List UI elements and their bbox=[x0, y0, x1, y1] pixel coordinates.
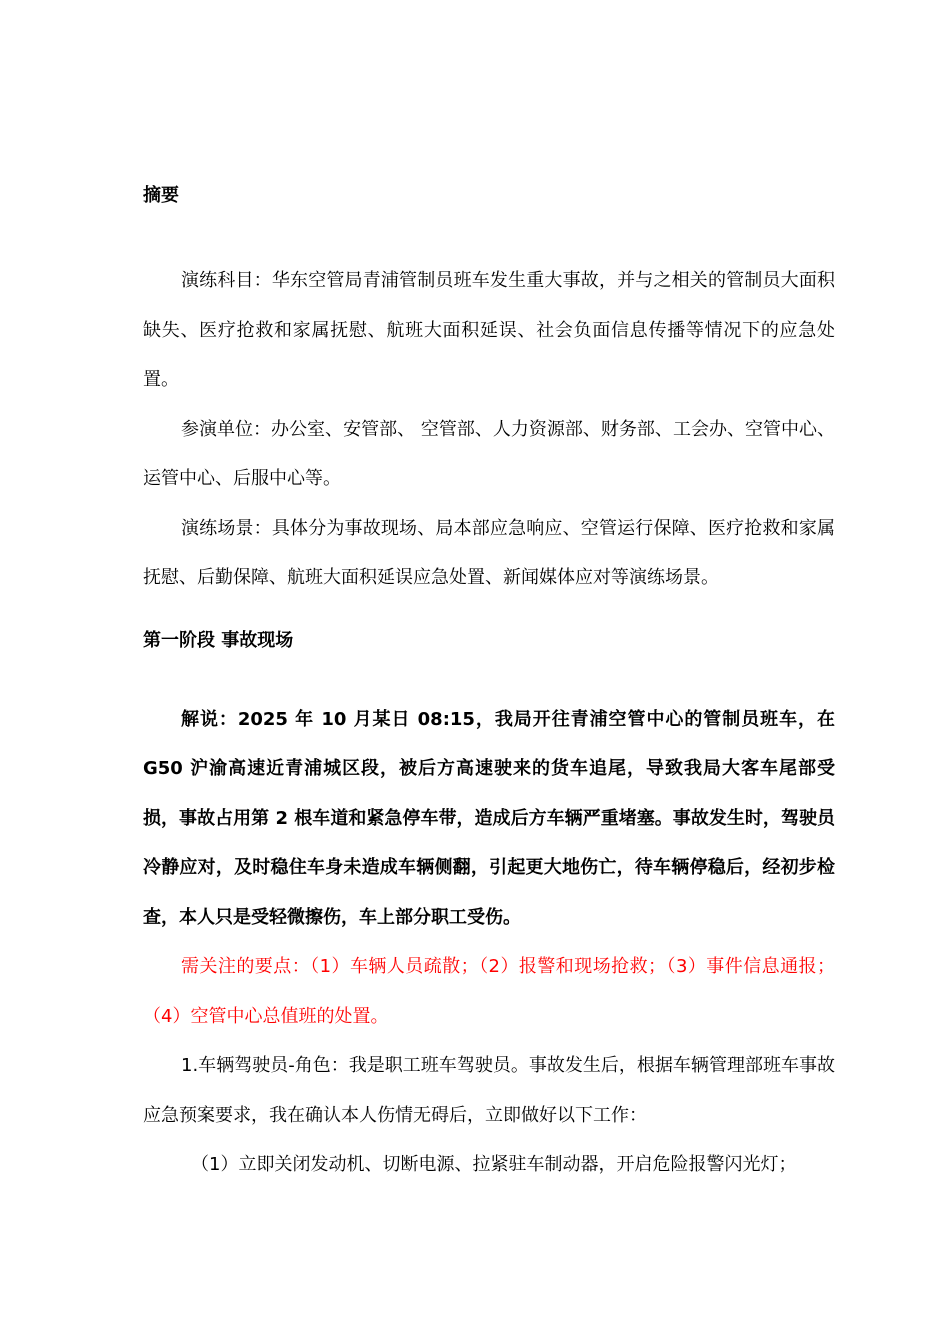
abstract-units: 参演单位：办公室、安管部、 空管部、人力资源部、财务部、工会办、空管中心、运管中心、后服中心等。 bbox=[143, 418, 835, 489]
spacer bbox=[143, 603, 835, 625]
spacer bbox=[143, 657, 835, 695]
abstract-subject: 演练科目：华东空管局青浦管制员班车发生重大事故，并与之相关的管制员大面积缺失、医疗抢救和家属抚慰、航班大面积延误、社会负面信息传播等情况下的应急处置。 bbox=[143, 270, 835, 390]
driver-step-1: （1）立即关闭发动机、切断电源、拉紧驻车制动器，开启危险报警闪光灯； bbox=[191, 1154, 797, 1175]
stage1-key-points: 需关注的要点：（1）车辆人员疏散；（2）报警和现场抢救；（3）事件信息通报；（4）空管中心总值班的处置。 bbox=[143, 956, 835, 1027]
abstract-heading: 摘要 bbox=[143, 185, 179, 206]
stage1-narration: 解说：2025 年 10 月某日 08:15，我局开往青浦空管中心的管制员班车，在 G50 沪渝高速近青浦城区段，被后方高速驶来的货车追尾，导致我局大客车尾部受损，事故占用第 2 根车道和紧急停车带，造成后方车辆严重堵塞。事故发生时，驾驶员冷静应对，及时稳住车身未造成车辆侧翻，引起更大地伤亡，待车辆停稳后，经初步检查，本人只是受轻微擦伤，车上部分职工受伤。 bbox=[143, 708, 835, 928]
document-page bbox=[143, 180, 835, 1190]
spacer bbox=[143, 212, 835, 256]
driver-role-paragraph: 1.车辆驾驶员-角色：我是职工班车驾驶员。事故发生后，根据车辆管理部班车事故应急预案要求，我在确认本人伤情无碍后，立即做好以下工作： bbox=[143, 1055, 835, 1126]
stage1-heading: 第一阶段 事故现场 bbox=[143, 629, 294, 651]
abstract-scenes: 演练场景：具体分为事故现场、局本部应急响应、空管运行保障、医疗抢救和家属抚慰、后勤保障、航班大面积延误应急处置、新闻媒体应对等演练场景。 bbox=[143, 517, 835, 588]
